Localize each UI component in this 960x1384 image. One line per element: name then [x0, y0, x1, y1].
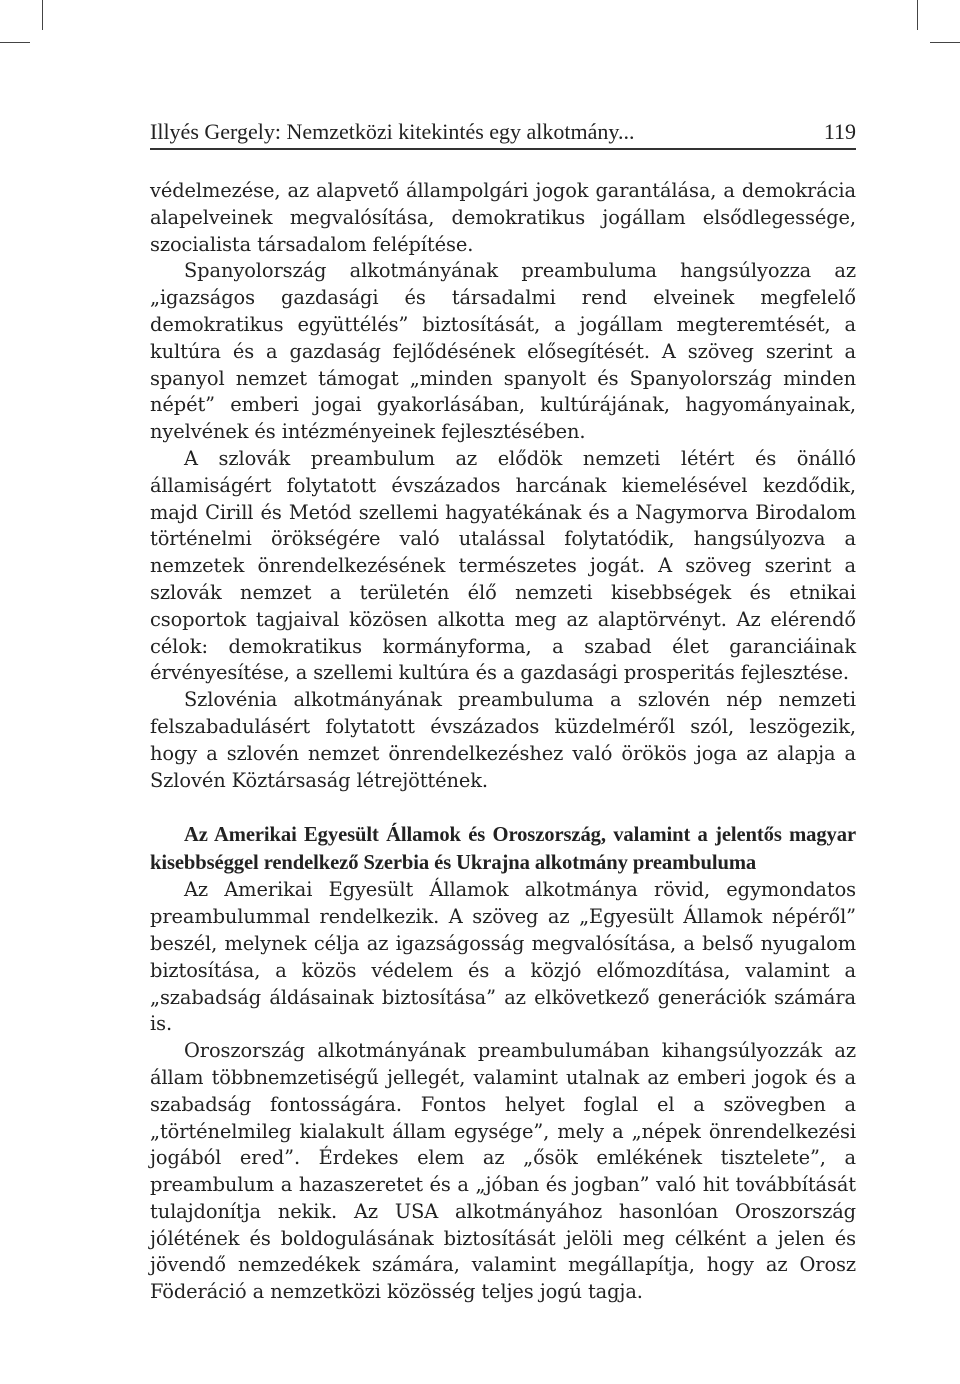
page-content — [150, 118, 856, 1306]
paragraph: Az Amerikai Egyesült Államok alkotmánya rövid, egymondatos preambulummal rendelkezik. A szöveg az „Egyesült Államok népéről” beszél, melynek célja az igazságosság megvalósítása, a belső nyugalom biztosítása, a közös védelem és a közjó előmozdítása, valamint a „szabadság áldásainak biztosítása” az elkövetkező generációk számára is. — [150, 878, 856, 1036]
crop-mark-top-left-vertical — [42, 0, 43, 30]
crop-mark-top-left-horizontal — [0, 42, 30, 43]
crop-mark-top-right-horizontal — [930, 42, 960, 43]
running-header — [150, 118, 856, 150]
paragraph: Oroszország alkotmányának preambulumában kihangsúlyozzák az állam többnemzetiségű jellegét, valamint utalnak az emberi jogok és a szabadság fontosságára. Fontos helyet foglal el a szövegben a „történelmileg kialakult állam egysége”, mely a „népek önrendelkezési jogából ered”. Érdekes elem az „ősök emlékének tisztelete”, a preambulum a hazaszeretet és a „jóban és jogban” való hit továbbítását tulajdonítja nekik. Az USA alkotmányához hasonlóan Oroszország jólétének és boldogulásának biztosítását jelöli meg célként a jelen és jövendő nemzedékek számára, valamint megállapítja, hogy az Orosz Föderáció a nemzetközi közösség teljes jogú tagja. — [150, 1039, 856, 1304]
paragraph: Spanyolország alkotmányának preambuluma hangsúlyozza az „igazságos gazdasági és társadalmi rend elveinek megfelelő demokratikus együttélés” biztosítását, a jogállam megteremtését, a kultúra és a gazdaság fejlődésének elősegítését. A szöveg szerint a spanyol nemzet támogat „minden spanyolt és Spanyolország minden népét” emberi jogai gyakorlásában, kultúrájának, hagyományainak, nyelvének és intézményeinek fejlesztésében. — [150, 259, 856, 444]
crop-mark-top-right-vertical — [917, 0, 918, 30]
paragraph: védelmezése, az alapvető állampolgári jogok garantálása, a demokrácia alapelveinek megvalósítása, demokratikus jogállam elsődlegessége, szocialista társadalom felépítése. — [150, 179, 856, 256]
page-number: 119 — [823, 119, 856, 144]
paragraph: Szlovénia alkotmányának preambuluma a szlovén nép nemzeti felszabadulásért folytatott évszázados küzdelméről szól, leszögezik, hogy a szlovén nemzet önrendelkezéshez való örökös joga az alapja a Szlovén Köztársaság létrejöttének. — [150, 688, 856, 792]
section-gap — [150, 794, 856, 821]
body-text — [150, 178, 856, 1306]
section-heading: Az Amerikai Egyesült Államok és Oroszország, valamint a jelentős magyar kisebbséggel rendelkező Szerbia és Ukrajna alkotmány preambuluma — [150, 824, 856, 875]
paragraph: A szlovák preambulum az elődök nemzeti létért és önálló államiságért folytatott évszázados harcának kiemelésével kezdődik, majd Cirill és Metód szellemi hagyatékának és a Nagymorva Birodalom történelmi örökségére való utalással folytatódik, hangsúlyozva a nemzetek önrendelkezésének természetes jogát. A szöveg szerint a szlovák nemzet a területén élő nemzeti kisebbségek és etnikai csoportok tagjaival közösen alkotta meg az alaptörvényt. Az elérendő célok: demokratikus kormányforma, a szabad élet garanciáinak érvényesítése, a szellemi kultúra és a gazdasági prosperitás fejlesztése. — [150, 446, 856, 685]
running-title: Illyés Gergely: Nemzetközi kitekintés egy alkotmány... — [150, 119, 635, 144]
